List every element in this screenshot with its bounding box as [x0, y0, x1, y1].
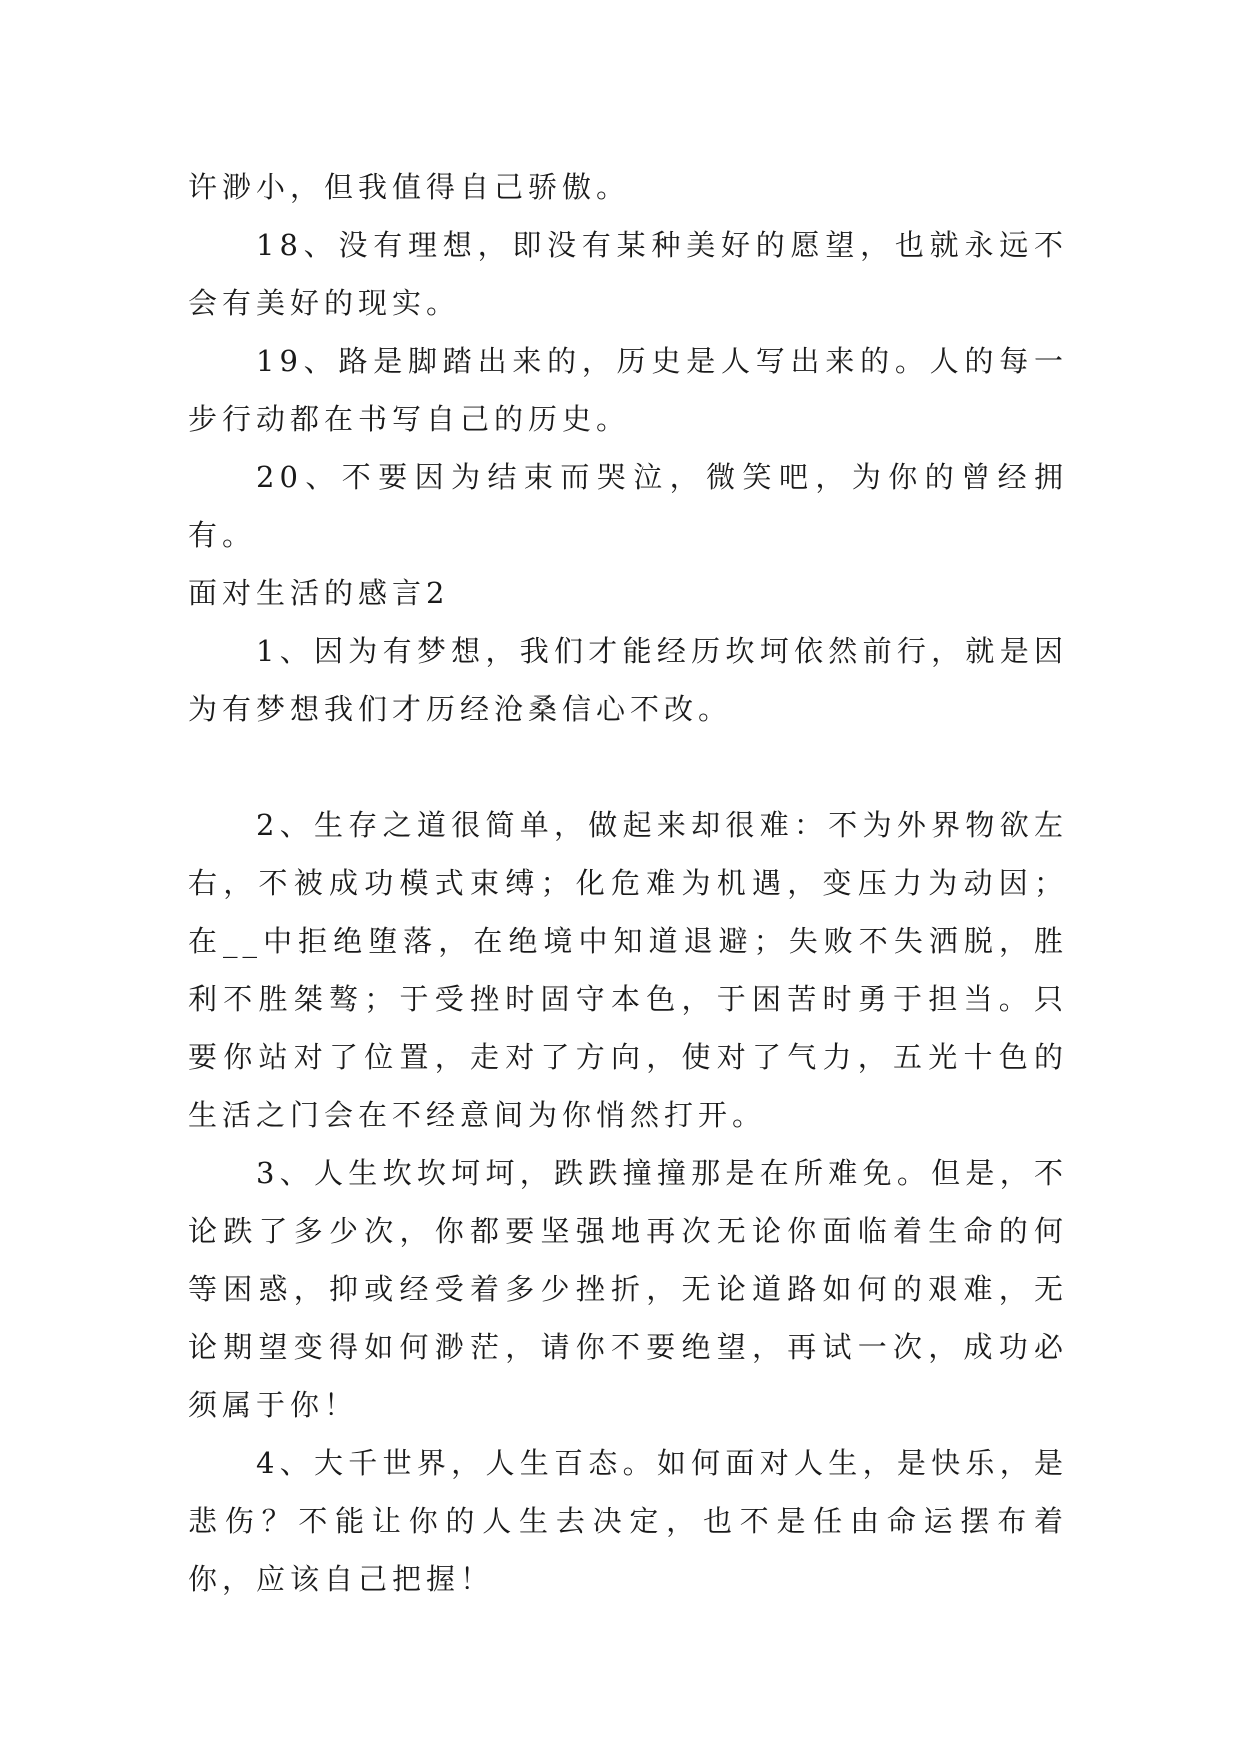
paragraph-item-3: 3、人生坎坎坷坷，跌跌撞撞那是在所难免。但是，不论跌了多少次，你都要坚强地再次无论你面临着生命的何等困惑，抑或经受着多少挫折，无论道路如何的艰难，无论期望变得如何渺茫，请你不要绝望，再试一次，成功必须属于你！ — [188, 1156, 1068, 1422]
paragraph-item-19: 19、路是脚踏出来的，历史是人写出来的。人的每一步行动都在书写自己的历史。 — [188, 344, 1068, 436]
section-heading: 面对生活的感言2 — [188, 576, 450, 610]
paragraph-continuation: 许渺小，但我值得自己骄傲。 — [188, 170, 631, 204]
paragraph-item-4: 4、大千世界，人生百态。如何面对人生，是快乐，是悲伤？不能让你的人生去决定，也不是任由命运摆布着你，应该自己把握！ — [188, 1446, 1068, 1596]
paragraph-item-2: 2、生存之道很简单，做起来却很难：不为外界物欲左右，不被成功模式束缚；化危难为机遇，变压力为动因；在__中拒绝堕落，在绝境中知道退避；失败不失洒脱，胜利不胜桀骜；于受挫时固守本色，于困苦时勇于担当。只要你站对了位置，走对了方向，使对了气力，五光十色的生活之门会在不经意间为你悄然打开。 — [188, 808, 1068, 1132]
paragraph-item-20: 20、不要因为结束而哭泣，微笑吧，为你的曾经拥有。 — [188, 460, 1068, 552]
document-body — [188, 158, 1068, 1608]
paragraph-item-1: 1、因为有梦想，我们才能经历坎坷依然前行，就是因为有梦想我们才历经沧桑信心不改。 — [188, 634, 1068, 726]
paragraph-item-18: 18、没有理想，即没有某种美好的愿望，也就永远不会有美好的现实。 — [188, 228, 1068, 320]
blank-line — [188, 738, 1068, 796]
